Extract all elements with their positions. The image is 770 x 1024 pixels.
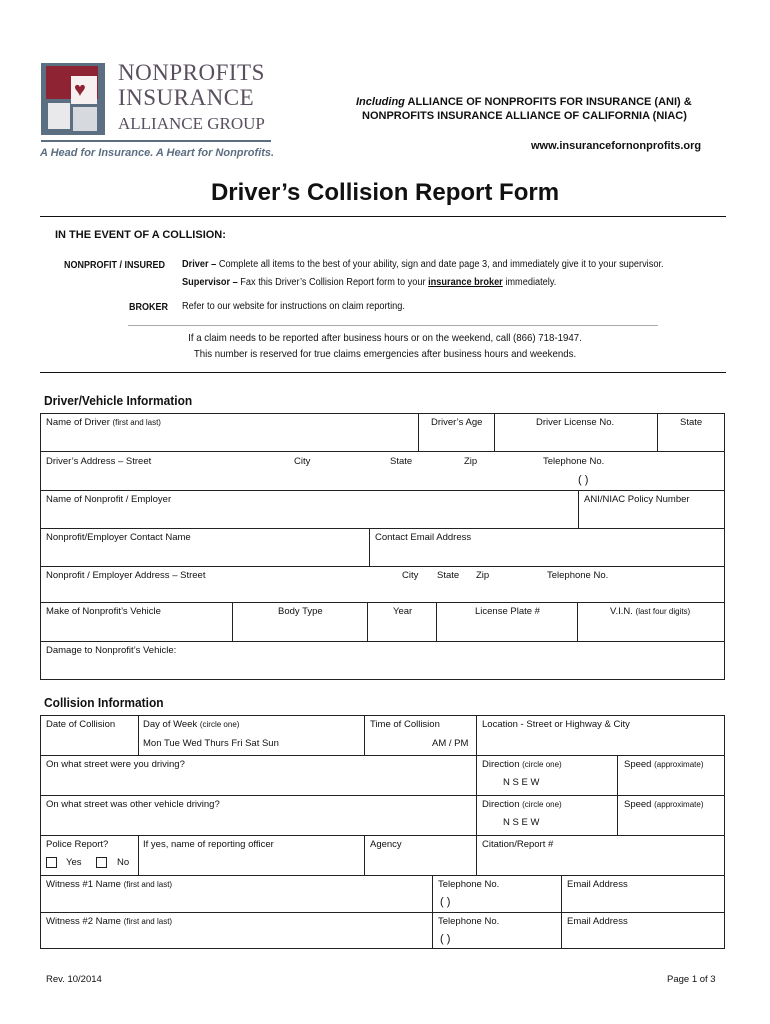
- direction-label: Direction: [482, 759, 520, 770]
- event-heading: IN THE EVENT OF A COLLISION:: [55, 229, 226, 241]
- col-divider: [232, 602, 233, 641]
- witness-2-email-field[interactable]: Email Address: [567, 916, 628, 927]
- row-divider: [40, 795, 725, 796]
- witness-1-email-field[interactable]: Email Address: [567, 879, 628, 890]
- employer-state-field[interactable]: State: [437, 570, 460, 581]
- body-type-field[interactable]: Body Type: [278, 606, 323, 617]
- policy-number-field[interactable]: ANI/NIAC Policy Number: [584, 494, 690, 505]
- row-divider: [40, 835, 725, 836]
- police-report-label: Police Report?: [46, 839, 109, 850]
- vin-field[interactable]: [610, 606, 690, 617]
- license-state-field[interactable]: State: [680, 417, 703, 428]
- col-divider: [364, 835, 365, 875]
- witness-1-phone-parens: ( ): [440, 896, 451, 908]
- witness-1-label: Witness #1 Name: [46, 879, 121, 890]
- col-divider: [494, 413, 495, 451]
- nonprofit-insured-label: NONPROFIT / INSURED: [64, 260, 166, 271]
- your-direction-field: [482, 759, 562, 770]
- day-options[interactable]: Mon Tue Wed Thurs Fri Sat Sun: [143, 738, 279, 749]
- name-of-driver-label: Name of Driver: [46, 417, 110, 428]
- including-line-1: [356, 96, 692, 108]
- witness-1-telephone-field[interactable]: Telephone No.: [438, 879, 500, 890]
- row-divider: [40, 755, 725, 756]
- logo-panel-3: [73, 107, 97, 131]
- logo-line-1: NONPROFITS: [118, 60, 265, 85]
- approximate-hint: (approximate): [654, 800, 704, 809]
- supervisor-text-b: immediately.: [502, 277, 557, 288]
- broker-rule: [128, 325, 658, 326]
- employer-zip-field[interactable]: Zip: [476, 570, 490, 581]
- driver-section-heading: Driver/Vehicle Information: [44, 393, 193, 408]
- other-street-field[interactable]: On what street was other vehicle driving?: [46, 799, 220, 810]
- police-yes-checkbox[interactable]: [46, 857, 57, 868]
- col-divider: [369, 528, 370, 566]
- col-divider: [617, 755, 618, 835]
- driver-zip-field[interactable]: Zip: [464, 456, 478, 467]
- after-hours-line-2: This number is reserved for true claims emergencies after business hours and weekends.: [193, 348, 577, 360]
- row-divider: [40, 528, 725, 529]
- contact-name-field[interactable]: Nonprofit/Employer Contact Name: [46, 532, 191, 543]
- police-no-checkbox[interactable]: [96, 857, 107, 868]
- name-of-driver-field[interactable]: [46, 417, 161, 428]
- am-pm-options[interactable]: AM / PM: [432, 738, 469, 749]
- circle-one-hint: (circle one): [522, 800, 562, 809]
- row-divider: [40, 912, 725, 913]
- nonprofit-employer-field[interactable]: Name of Nonprofit / Employer: [46, 494, 172, 505]
- driver-address-field[interactable]: Driver’s Address – Street: [46, 456, 152, 467]
- col-divider: [657, 413, 658, 451]
- driver-city-field[interactable]: City: [294, 456, 311, 467]
- row-divider: [40, 602, 725, 603]
- broker-text: Refer to our website for instructions on claim reporting.: [182, 301, 405, 312]
- first-and-last-hint: (first and last): [112, 418, 161, 427]
- agency-field[interactable]: Agency: [370, 839, 402, 850]
- witness-2-name-field[interactable]: [46, 916, 172, 927]
- other-direction-field: [482, 799, 562, 810]
- row-divider: [40, 490, 725, 491]
- driver-telephone-field[interactable]: Telephone No.: [543, 456, 605, 467]
- including-line-2: NONPROFITS INSURANCE ALLIANCE OF CALIFORNIA (NIAC): [362, 110, 687, 122]
- driver-bold: Driver –: [182, 259, 217, 270]
- vehicle-year-field[interactable]: Year: [393, 606, 413, 617]
- collision-location-field[interactable]: Location - Street or Highway & City: [482, 719, 630, 730]
- license-plate-field[interactable]: License Plate #: [475, 606, 540, 617]
- logo-panel-2: [48, 103, 70, 129]
- col-divider: [476, 715, 477, 875]
- day-of-week-field: [143, 719, 239, 730]
- page-title: Driver’s Collision Report Form: [210, 179, 560, 206]
- driver-vehicle-table: [40, 413, 725, 680]
- col-divider: [364, 715, 365, 755]
- col-divider: [561, 875, 562, 949]
- witness-2-phone-parens: ( ): [440, 933, 451, 945]
- employer-address-field[interactable]: Nonprofit / Employer Address – Street: [46, 570, 206, 581]
- vin-label: V.I.N.: [610, 606, 633, 617]
- heart-icon: ♥: [74, 79, 86, 101]
- driver-instruction: [182, 259, 664, 270]
- vehicle-damage-field[interactable]: Damage to Nonprofit’s Vehicle:: [46, 645, 177, 656]
- driver-phone-parens: ( ): [578, 474, 589, 486]
- witness-1-name-field[interactable]: [46, 879, 172, 890]
- logo-line-3: ALLIANCE GROUP: [118, 114, 265, 133]
- col-divider: [436, 602, 437, 641]
- witness-2-label: Witness #2 Name: [46, 916, 121, 927]
- direction-label: Direction: [482, 799, 520, 810]
- citation-field[interactable]: Citation/Report #: [482, 839, 554, 850]
- col-divider: [577, 602, 578, 641]
- logo-underline: [41, 140, 271, 142]
- police-no-label: No: [117, 857, 130, 868]
- logo-tagline: A Head for Insurance. A Heart for Nonprofits.: [40, 147, 275, 159]
- driver-text: Complete all items to the best of your ability, sign and date page 3, and immediately give it to your supervisor.: [216, 259, 664, 270]
- supervisor-instruction: [182, 277, 556, 288]
- collision-section-heading: Collision Information: [44, 695, 164, 710]
- row-divider: [40, 641, 725, 642]
- col-divider: [138, 715, 139, 755]
- other-direction-options[interactable]: N S E W: [503, 817, 540, 828]
- last-four-hint: (last four digits): [635, 607, 691, 616]
- col-divider: [578, 490, 579, 528]
- vehicle-make-field[interactable]: Make of Nonprofit’s Vehicle: [46, 606, 161, 617]
- circle-one-hint: (circle one): [522, 760, 562, 769]
- approximate-hint: (approximate): [654, 760, 704, 769]
- title-rule: [40, 216, 726, 217]
- speed-label: Speed: [624, 799, 652, 810]
- supervisor-text-a: Fax this Driver’s Collision Report form to your: [237, 277, 429, 288]
- driver-state-field[interactable]: State: [390, 456, 413, 467]
- page-number: Page 1 of 3: [667, 974, 716, 985]
- col-divider: [367, 602, 368, 641]
- row-divider: [40, 451, 725, 452]
- revision-label: Rev. 10/2014: [46, 974, 102, 985]
- employer-city-field[interactable]: City: [402, 570, 419, 581]
- col-divider: [418, 413, 419, 451]
- speed-label: Speed: [624, 759, 652, 770]
- witness-2-telephone-field[interactable]: Telephone No.: [438, 916, 500, 927]
- supervisor-bold: Supervisor –: [182, 277, 238, 288]
- your-direction-options[interactable]: N S E W: [503, 777, 540, 788]
- including-word: Including: [356, 96, 405, 108]
- logo-heart-panel: [71, 76, 97, 104]
- section-rule: [40, 372, 726, 373]
- your-street-field[interactable]: On what street were you driving?: [46, 759, 185, 770]
- including-rest: ALLIANCE OF NONPROFITS FOR INSURANCE (ANI) &: [404, 96, 692, 108]
- police-yes-label: Yes: [66, 857, 82, 868]
- after-hours-line-1: If a claim needs to be reported after business hours or on the weekend, call (866) 718-1947.: [188, 332, 582, 344]
- insurance-broker-link[interactable]: insurance broker: [428, 277, 503, 288]
- collision-time-field[interactable]: Time of Collision: [370, 719, 440, 730]
- first-and-last-hint: (first and last): [123, 917, 173, 926]
- your-speed-field[interactable]: [624, 759, 703, 770]
- broker-label: BROKER: [129, 302, 169, 313]
- contact-email-field[interactable]: Contact Email Address: [375, 532, 472, 543]
- collision-date-field[interactable]: Date of Collision: [46, 719, 116, 730]
- row-divider: [40, 566, 725, 567]
- collision-table: [40, 715, 725, 949]
- reporting-officer-field[interactable]: If yes, name of reporting officer: [143, 839, 274, 850]
- col-divider: [138, 835, 139, 875]
- circle-one-hint: (circle one): [199, 720, 240, 729]
- logo-line-2: INSURANCE: [118, 85, 255, 110]
- row-divider: [40, 875, 725, 876]
- first-and-last-hint: (first and last): [123, 880, 173, 889]
- other-speed-field[interactable]: [624, 799, 703, 810]
- license-number-field[interactable]: Driver License No.: [536, 417, 615, 428]
- employer-telephone-field[interactable]: Telephone No.: [547, 570, 609, 581]
- col-divider: [432, 875, 433, 949]
- website-link[interactable]: www.insurancefornonprofits.org: [531, 140, 702, 152]
- drivers-age-field[interactable]: Driver’s Age: [431, 417, 483, 428]
- day-of-week-label: Day of Week: [143, 719, 198, 730]
